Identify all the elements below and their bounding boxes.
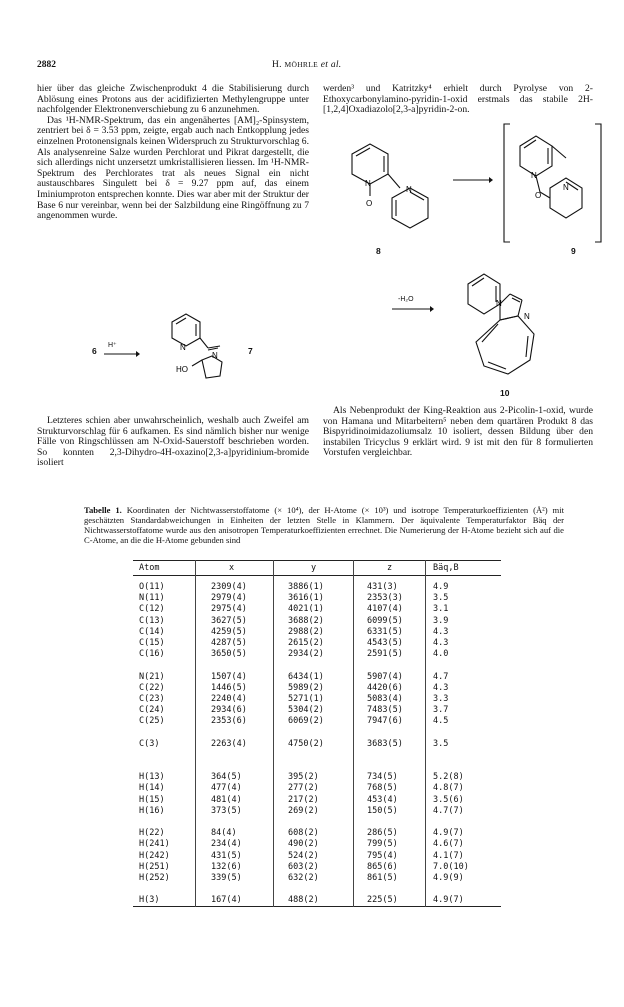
paragraph: werden³ und Katritzky⁴ erhielt durch Pyrolyse von 2-Ethoxycarbonylamino-pyridin-1-oxid erstmals das stabile 2H-[1,2,4]Oxadiazolo[2,3-a]pyridin-2-on. — [323, 83, 593, 116]
author-name: MÖHRLE — [284, 60, 318, 69]
table-header-row — [133, 560, 501, 576]
table-cell: C(25) — [139, 716, 165, 727]
author-suffix: et al. — [320, 60, 342, 70]
atom-label: N — [524, 312, 530, 321]
table-cell: 3.5(6) — [433, 794, 464, 805]
table-cell: 6099(5) — [367, 615, 403, 626]
column-header: z — [387, 563, 393, 573]
compound-label-7: 7 — [248, 346, 253, 356]
table-cell: H(252) — [139, 872, 170, 883]
table-cell: 6331(5) — [367, 626, 403, 637]
table-cell: 286(5) — [367, 828, 398, 839]
table-cell: 2263(4) — [211, 738, 247, 749]
table-cell: H(14) — [139, 783, 165, 794]
table-caption-text: Koordinaten der Nichtwasserstoffatome (× 10⁴), der H-Atome (× 10³) und isotrope Temperaturkoeffizienten (Å²) mit geschätzten Standardabweichungen in Einheiten der letzten Stelle in Klammern. Der äquivalente Temperaturfaktor Bäq der Nichtwasserstoffatome wurde aus den anisotropen Temperaturkoeffizienten errechnet. Die Numerierung der H-Atome bezieht sich auf die C-Atome, an die die H-Atome gebunden sind — [84, 505, 564, 545]
table-cell: 2353(3) — [367, 593, 403, 604]
atom-label: N — [563, 183, 569, 192]
table-bottom-rule — [133, 906, 501, 907]
table-cell: O(11) — [139, 582, 165, 592]
atom-label: N — [180, 343, 186, 352]
table-cell: H(22) — [139, 828, 165, 839]
table-row — [133, 783, 501, 794]
table-body — [133, 576, 501, 906]
table-row — [133, 795, 501, 806]
table-row — [133, 716, 501, 727]
table-row — [133, 694, 501, 705]
table-row — [133, 739, 501, 750]
table-cell: 339(5) — [211, 872, 242, 883]
table-gap — [133, 761, 501, 772]
table-cell: 2934(2) — [288, 649, 324, 660]
table-cell: 608(2) — [288, 828, 319, 839]
table-row — [133, 627, 501, 638]
table-cell: 277(2) — [288, 783, 319, 794]
left-column-bottom — [37, 416, 309, 469]
table-cell: 795(4) — [367, 850, 398, 861]
table-column-rule — [425, 560, 426, 907]
column-header: x — [229, 563, 235, 573]
table-cell: C(23) — [139, 693, 165, 704]
column-header: Atom — [139, 563, 160, 573]
table-row — [133, 772, 501, 783]
atom-label: N — [406, 185, 412, 194]
table-column-rule — [273, 560, 274, 907]
table-cell: 3688(2) — [288, 615, 324, 626]
table-cell: 4.9 — [433, 582, 449, 592]
table-cell: 4107(4) — [367, 604, 403, 615]
coordinates-table — [133, 560, 501, 907]
table-cell: 4.8(7) — [433, 783, 464, 794]
table-cell: 5907(4) — [367, 671, 403, 682]
table-cell: 373(5) — [211, 805, 242, 816]
pyridinium-ring — [392, 188, 428, 228]
table-cell: 3.9 — [433, 615, 449, 626]
table-cell: 269(2) — [288, 805, 319, 816]
table-cell: C(15) — [139, 637, 165, 648]
reaction-arrow — [392, 304, 434, 314]
table-cell: 234(4) — [211, 839, 242, 850]
paragraph: Letzteres schien aber unwahrscheinlich, weshalb auch Zweifel am Strukturvorschlag für 6 aufkamen. Es sind nämlich bisher nur wenige Fälle von Ringschlüssen am N-Oxid-Sauerstoff beschrieben worden. So konnten 2,3-Dihydro-4H-oxazino[2,3-a]pyridinium-bromide isoliert — [37, 415, 309, 469]
table-cell: 4.9(7) — [433, 828, 464, 839]
table-cell: 4.0 — [433, 649, 449, 660]
table-cell: 4.9(9) — [433, 872, 464, 883]
table-row — [133, 683, 501, 694]
atom-label: HO — [176, 365, 188, 374]
table-gap — [133, 660, 501, 671]
reagent-label: -H₂O — [398, 296, 414, 303]
table-cell: H(251) — [139, 861, 170, 872]
table-row — [133, 604, 501, 615]
table-cell: 524(2) — [288, 850, 319, 861]
page-number: 2882 — [37, 60, 56, 70]
table-cell: H(3) — [139, 895, 160, 906]
table-cell: 2975(4) — [211, 604, 247, 615]
table-row — [133, 806, 501, 817]
table-cell: N(11) — [139, 593, 165, 604]
table-cell: 395(2) — [288, 772, 319, 783]
table-cell: 4.3 — [433, 682, 449, 693]
table-cell: 5083(4) — [367, 693, 403, 704]
table-row — [133, 828, 501, 839]
table-cell: 5271(1) — [288, 693, 324, 704]
table-row — [133, 616, 501, 627]
table-cell: 2353(6) — [211, 716, 247, 727]
table-cell: 3.1 — [433, 604, 449, 615]
table-cell: 167(4) — [211, 895, 242, 906]
compound-label-10: 10 — [500, 388, 510, 398]
structure-8 — [330, 128, 440, 258]
atom-label: O — [535, 191, 542, 200]
table-cell: 4.6(7) — [433, 839, 464, 850]
table-cell: 7.0(10) — [433, 861, 469, 872]
pyridine-ring — [352, 144, 388, 184]
right-column-bottom — [323, 406, 593, 459]
table-caption-title: Tabelle 1. — [84, 505, 122, 515]
table-cell: 431(5) — [211, 850, 242, 861]
table-cell: 4.9(7) — [433, 895, 464, 906]
table-cell: 2309(4) — [211, 582, 247, 592]
table-cell: 6434(1) — [288, 671, 324, 682]
table-cell: 217(2) — [288, 794, 319, 805]
table-cell: 4.3 — [433, 626, 449, 637]
table-cell: 4287(5) — [211, 637, 247, 648]
paragraph: hier über das gleiche Zwischenprodukt 4 die Stabilisierung durch Ablösung eines Protons aus der acidifizierten Methylengruppe unter nachfolgender Elektronenverschiebung zu 6 anzunehmen. — [37, 83, 309, 116]
table-cell: H(242) — [139, 850, 170, 861]
table-cell: 1507(4) — [211, 671, 247, 682]
table-row — [133, 649, 501, 660]
table-row — [133, 851, 501, 862]
table-cell: C(14) — [139, 626, 165, 637]
table-column-rule — [195, 560, 196, 907]
table-row — [133, 705, 501, 716]
table-column-rule — [353, 560, 354, 907]
structure-7 — [150, 300, 260, 410]
paragraph: Das ¹H-NMR-Spektrum, das ein angenähertes [AM]₂-Spinsystem, zentriert bei δ = 3.53 ppm, zeigte, ergab auch nach Entkopplung jedes einzelnen Protonensignals keinen Widerspruch zu Strukturvorschlag 6. Als analysenreine Salze wurden Perchlorat und Pikrat dargestellt, die sich allerdings nicht unzersetzt umkristallisieren liessen. Im ¹H-NMR-Spektrum des Perchlorates trat als neues Signal ein nicht austauschbares Singulett bei δ = 9.27 ppm auf, das einem Iminiumproton entsprechen konnte. Dies war aber mit der Struktur der Base 6 nur vereinbar, wenn bei der Salzbildung eine Ringöffnung zu 7 angenommen wurde. — [37, 114, 309, 222]
table-cell: 4420(6) — [367, 682, 403, 693]
table-cell: H(15) — [139, 794, 165, 805]
table-cell: 4750(2) — [288, 738, 324, 749]
table-cell: 3616(1) — [288, 593, 324, 604]
table-cell: 490(2) — [288, 839, 319, 850]
table-cell: 488(2) — [288, 895, 319, 906]
table-gap — [133, 727, 501, 738]
table-cell: C(24) — [139, 705, 165, 716]
table-cell: C(12) — [139, 604, 165, 615]
atom-label: N — [496, 299, 502, 308]
table-cell: 861(5) — [367, 872, 398, 883]
atom-label: O — [366, 199, 373, 208]
compound-label-9: 9 — [571, 246, 576, 256]
table-cell: H(13) — [139, 772, 165, 783]
table-cell: 132(6) — [211, 861, 242, 872]
table-cell: 4021(1) — [288, 604, 324, 615]
table-row — [133, 862, 501, 873]
column-header: Bäq,B — [433, 563, 459, 573]
table-cell: 2240(4) — [211, 693, 247, 704]
compound-label-6: 6 — [92, 346, 97, 356]
atom-label: N — [212, 351, 218, 360]
table-cell: 477(4) — [211, 783, 242, 794]
table-cell: 4.1(7) — [433, 850, 464, 861]
table-cell: 3650(5) — [211, 649, 247, 660]
table-caption — [84, 505, 564, 545]
table-row — [133, 672, 501, 683]
reaction-arrow — [104, 349, 140, 359]
table-cell: 632(2) — [288, 872, 319, 883]
table-row — [133, 593, 501, 604]
table-cell: 225(5) — [367, 895, 398, 906]
table-cell: 4543(5) — [367, 637, 403, 648]
table-cell: H(16) — [139, 805, 165, 816]
paragraph: Als Nebenprodukt der King-Reaktion aus 2-Picolin-1-oxid, wurde von Hamana und Mitarbeitern⁵ neben dem quartären Produkt 8 das Bispyridinoimidazoliumsalz 10 isoliert, dessen Bildung über den instabilen Tricyclus 9 erklärt wird. 9 ist mit den für 8 formulierten Vorstufen vergleichbar. — [323, 405, 593, 459]
table-cell: 453(4) — [367, 794, 398, 805]
table-cell: 734(5) — [367, 772, 398, 783]
running-head — [272, 60, 341, 70]
table-cell: 4.5 — [433, 716, 449, 727]
table-gap — [133, 750, 501, 761]
table-cell: 3.5 — [433, 738, 449, 749]
table-cell: 603(2) — [288, 861, 319, 872]
table-cell: 2979(4) — [211, 593, 247, 604]
table-cell: 865(6) — [367, 861, 398, 872]
table-cell: 4.7(7) — [433, 805, 464, 816]
table-cell: 1446(5) — [211, 682, 247, 693]
table-cell: 2591(5) — [367, 649, 403, 660]
structure-10 — [448, 262, 558, 392]
table-cell: 84(4) — [211, 828, 237, 839]
table-row — [133, 839, 501, 850]
table-row — [133, 638, 501, 649]
table-cell: H(241) — [139, 839, 170, 850]
table-cell: 5.2(8) — [433, 772, 464, 783]
table-row — [133, 895, 501, 906]
table-cell: 7483(5) — [367, 705, 403, 716]
table-cell: 2988(2) — [288, 626, 324, 637]
right-column-top — [323, 84, 593, 116]
table-cell: 3.5 — [433, 593, 449, 604]
table-cell: C(22) — [139, 682, 165, 693]
table-cell: 6069(2) — [288, 716, 324, 727]
atom-label: N — [531, 171, 537, 180]
compound-label-8: 8 — [376, 246, 381, 256]
table-cell: N(21) — [139, 671, 165, 682]
reaction-arrow — [453, 175, 493, 185]
table-cell: 7947(6) — [367, 716, 403, 727]
table-cell: 2615(2) — [288, 637, 324, 648]
table-cell: 4.3 — [433, 637, 449, 648]
atom-label: N — [365, 179, 371, 188]
table-cell: 481(4) — [211, 794, 242, 805]
table-cell: 364(5) — [211, 772, 242, 783]
table-row — [133, 582, 501, 593]
author-initial: H. — [272, 60, 282, 70]
table-cell: 3.3 — [433, 693, 449, 704]
column-header: y — [311, 563, 317, 573]
reagent-label: H⁺ — [108, 342, 117, 349]
table-cell: 4259(5) — [211, 626, 247, 637]
table-cell: 150(5) — [367, 805, 398, 816]
table-gap — [133, 817, 501, 828]
table-cell: 5989(2) — [288, 682, 324, 693]
table-cell: 768(5) — [367, 783, 398, 794]
table-cell: 3886(1) — [288, 582, 324, 592]
table-cell: 431(3) — [367, 582, 398, 592]
table-cell: 2934(6) — [211, 705, 247, 716]
structure-9 — [500, 118, 605, 258]
table-row — [133, 873, 501, 884]
table-cell: 3.7 — [433, 705, 449, 716]
table-cell: C(16) — [139, 649, 165, 660]
table-gap — [133, 884, 501, 895]
table-cell: 3627(5) — [211, 615, 247, 626]
table-cell: C(3) — [139, 738, 160, 749]
left-column-top — [37, 84, 309, 222]
table-cell: 3683(5) — [367, 738, 403, 749]
table-cell: 5304(2) — [288, 705, 324, 716]
table-cell: C(13) — [139, 615, 165, 626]
table-cell: 4.7 — [433, 671, 449, 682]
table-cell: 799(5) — [367, 839, 398, 850]
